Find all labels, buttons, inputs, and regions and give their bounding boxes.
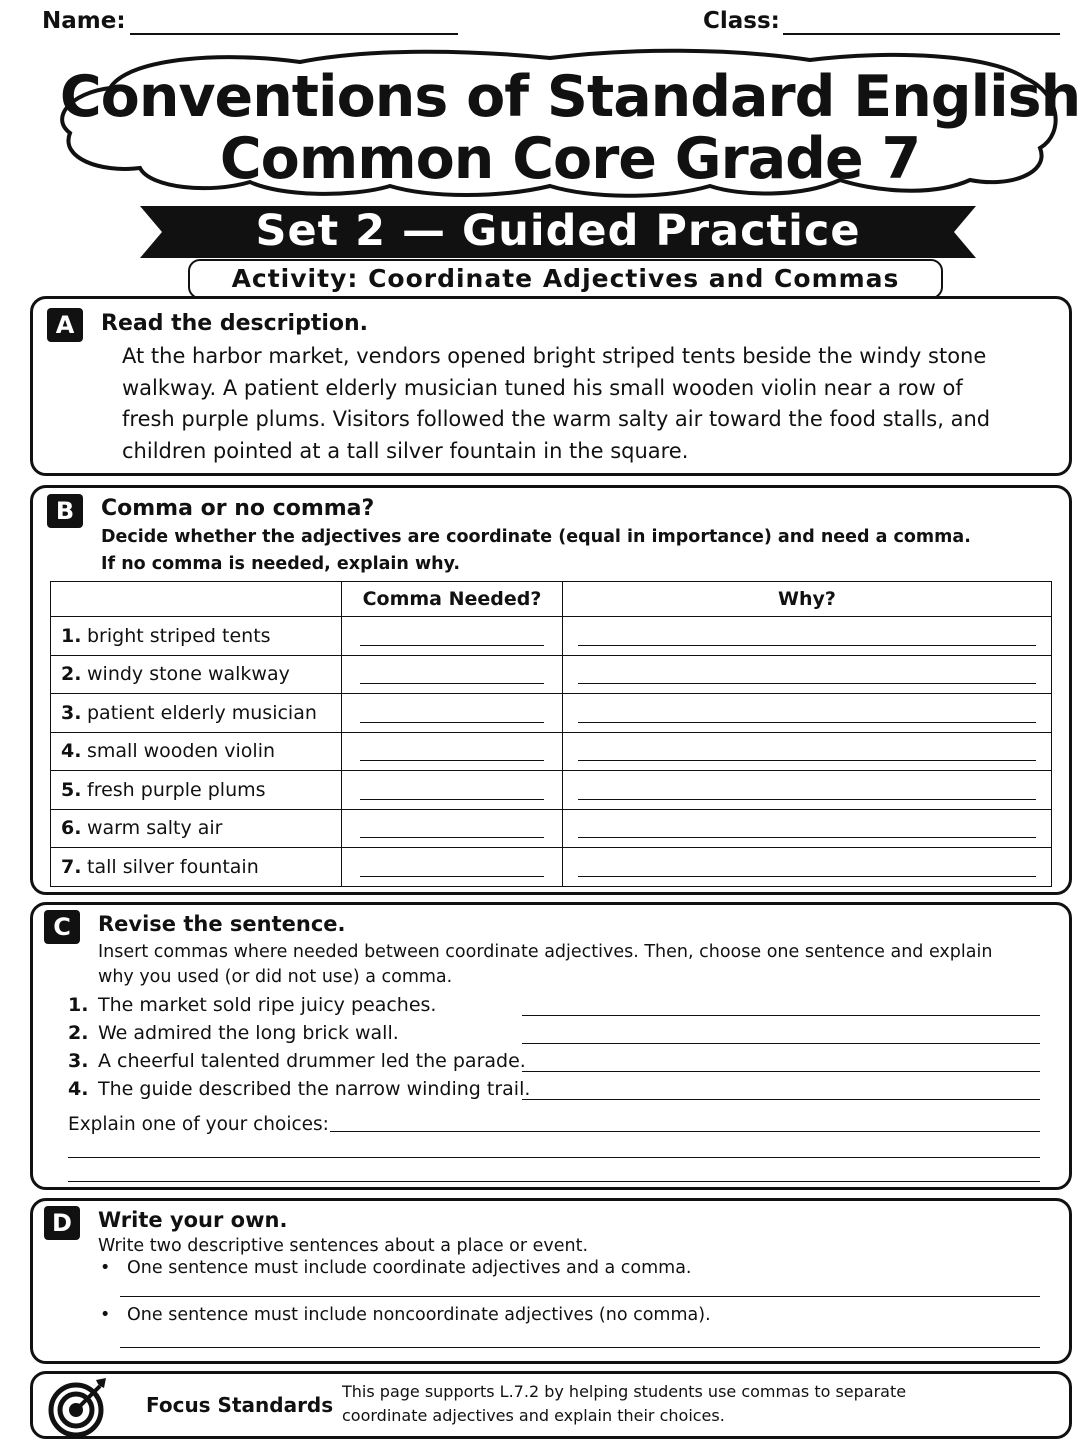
row-number: 2. (61, 663, 82, 686)
section-c-badge: C (44, 910, 80, 944)
item-number: 4. (68, 1078, 89, 1100)
section-c-instruction-2: why you used (or did not use) a comma. (98, 967, 453, 987)
activity-title: Activity: Coordinate Adjectives and Commas (188, 259, 943, 299)
bullet-item: • One sentence must include coordinate adjectives and a comma. (100, 1258, 692, 1278)
focus-line: This page supports L.7.2 by helping students use commas to separate (342, 1382, 907, 1401)
table-row (51, 771, 1052, 810)
write-answer-line[interactable] (120, 1347, 1040, 1348)
section-b-instruction-1: Decide whether the adjectives are coordinate (equal in importance) and need a comma. (101, 527, 971, 547)
focus-line: coordinate adjectives and explain their choices. (342, 1405, 725, 1425)
item-number: 1. (68, 994, 89, 1016)
section-c-title: Revise the sentence. (98, 912, 346, 936)
bullet-text: One sentence must include noncoordinate adjectives (no comma). (127, 1305, 711, 1325)
row-number: 1. (61, 624, 82, 647)
adjective-phrase: windy stone walkway (87, 663, 290, 686)
row-number: 6. (61, 817, 82, 840)
explain-label: Explain one of your choices: (68, 1114, 329, 1135)
section-b-title: Comma or no comma? (101, 496, 375, 521)
why-answer-line[interactable] (578, 703, 1036, 723)
bullet-text: One sentence must include coordinate adjectives and a comma. (127, 1258, 692, 1278)
name-label: Name: (42, 8, 126, 34)
section-d-title: Write your own. (98, 1208, 288, 1232)
description-line: children pointed at a tall silver fountain in the square. (122, 438, 689, 463)
table-row (51, 655, 1052, 694)
revise-answer-line[interactable] (522, 1015, 1040, 1016)
name-input-line[interactable] (130, 33, 458, 35)
section-d-badge: D (44, 1206, 80, 1240)
table-row (51, 732, 1052, 771)
item-sentence: A cheerful talented drummer led the parade. (98, 1050, 526, 1072)
description-line: At the harbor market, vendors opened bright striped tents beside the windy stone (122, 344, 987, 368)
focus-standards-text (342, 1380, 906, 1427)
why-answer-line[interactable] (578, 857, 1036, 877)
explain-answer-line[interactable] (68, 1157, 1040, 1158)
comma-answer-line[interactable] (360, 857, 544, 877)
item-sentence: The guide described the narrow winding trail. (98, 1078, 531, 1100)
section-a-badge: A (47, 308, 83, 342)
why-answer-line[interactable] (578, 818, 1036, 838)
adjective-phrase: bright striped tents (87, 624, 271, 647)
adjective-phrase: small wooden violin (87, 740, 276, 763)
section-b-instruction-2: If no comma is needed, explain why. (101, 554, 461, 574)
class-label: Class: (703, 8, 780, 34)
why-answer-line[interactable] (578, 780, 1036, 800)
why-answer-line[interactable] (578, 626, 1036, 646)
list-item (68, 994, 436, 1016)
table-row (51, 694, 1052, 733)
explain-answer-line[interactable] (68, 1181, 1040, 1182)
class-input-line[interactable] (783, 33, 1060, 35)
item-sentence: The market sold ripe juicy peaches. (98, 994, 437, 1016)
item-number: 2. (68, 1022, 89, 1044)
why-answer-line[interactable] (578, 664, 1036, 684)
set-banner: Set 2 — Guided Practice (255, 206, 861, 256)
adjective-phrase: fresh purple plums (87, 778, 266, 801)
table-row (51, 848, 1052, 887)
comma-answer-line[interactable] (360, 780, 544, 800)
adjective-phrase: tall silver fountain (87, 855, 259, 878)
row-number: 4. (61, 740, 82, 763)
adjective-phrase: patient elderly musician (87, 701, 317, 724)
table-header-comma: Comma Needed? (342, 582, 563, 617)
table-header-blank (51, 582, 342, 617)
adjective-phrase: warm salty air (87, 817, 223, 840)
explain-answer-line[interactable] (330, 1131, 1040, 1132)
section-d-instruction: Write two descriptive sentences about a place or event. (98, 1236, 589, 1256)
comma-table (50, 581, 1052, 887)
focus-standards-label: Focus Standards (146, 1393, 334, 1417)
section-a-title: Read the description. (101, 311, 369, 336)
why-answer-line[interactable] (578, 741, 1036, 761)
item-sentence: We admired the long brick wall. (98, 1022, 399, 1044)
target-icon (46, 1376, 110, 1438)
row-number: 7. (61, 855, 82, 878)
title-line-2: Common Core Grade 7 (219, 126, 921, 192)
table-row (51, 617, 1052, 656)
description-paragraph (122, 341, 1022, 467)
comma-answer-line[interactable] (360, 664, 544, 684)
list-item (68, 1050, 526, 1072)
list-item (68, 1022, 399, 1044)
list-item (68, 1078, 530, 1100)
table-row (51, 809, 1052, 848)
revise-answer-line[interactable] (522, 1043, 1040, 1044)
write-answer-line[interactable] (120, 1296, 1040, 1297)
description-line: walkway. A patient elderly musician tuned his small wooden violin near a row of (122, 375, 963, 400)
row-number: 3. (61, 701, 82, 724)
table-header-row (51, 582, 1052, 617)
revise-answer-line[interactable] (522, 1071, 1040, 1072)
table-header-why: Why? (563, 582, 1052, 617)
comma-answer-line[interactable] (360, 741, 544, 761)
revise-answer-line[interactable] (522, 1099, 1040, 1100)
description-line: fresh purple plums. Visitors followed the warm salty air toward the food stalls, and (122, 407, 991, 431)
item-number: 3. (68, 1050, 89, 1072)
bullet-item: • One sentence must include noncoordinate adjectives (no comma). (100, 1305, 711, 1325)
title-line-1: Conventions of Standard English (59, 64, 1081, 130)
comma-answer-line[interactable] (360, 703, 544, 723)
comma-answer-line[interactable] (360, 818, 544, 838)
row-number: 5. (61, 778, 82, 801)
section-c-instruction-1: Insert commas where needed between coordinate adjectives. Then, choose one sentence and explain (98, 942, 993, 962)
section-b-badge: B (47, 494, 83, 528)
comma-answer-line[interactable] (360, 626, 544, 646)
